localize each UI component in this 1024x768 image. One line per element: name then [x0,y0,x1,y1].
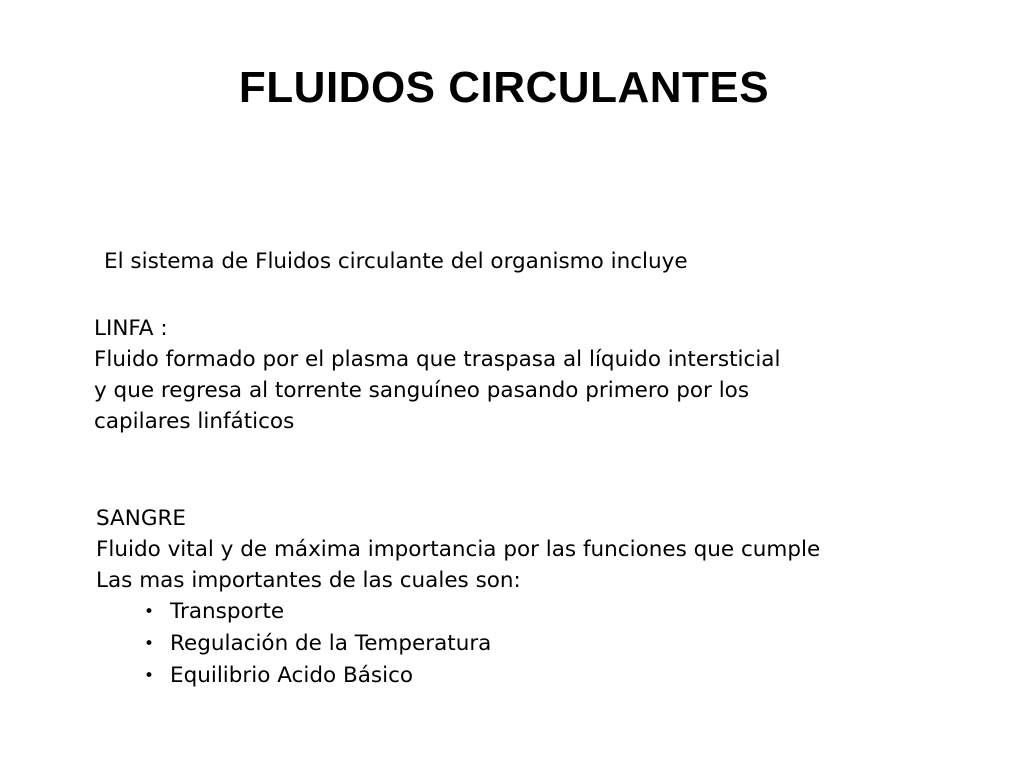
sangre-line: Fluido vital y de máxima importancia por las funciones que cumple [96,537,821,562]
bullet-text: Regulación de la Temperatura [170,631,492,656]
bullet-item [144,596,820,628]
intro-text: El sistema de Fluidos circulante del organismo incluye [104,249,688,274]
bullet-text: Transporte [170,599,285,624]
bullet-dot-icon: • [144,666,155,686]
linfa-heading: LINFA : [94,316,168,341]
bullet-dot-icon: • [144,602,155,622]
linfa-section [94,313,780,437]
sangre-line: Las mas importantes de las cuales son: [96,568,521,593]
slide-title: FLUIDOS CIRCULANTES [238,63,770,112]
bullet-item [144,628,820,660]
sangre-heading: SANGRE [96,506,187,531]
sangre-bullet-list [96,596,820,692]
sangre-section [96,503,820,692]
bullet-dot-icon: • [144,634,155,654]
linfa-line: y que regresa al torrente sanguíneo pasando primero por los [94,378,750,403]
linfa-line: Fluido formado por el plasma que traspasa al líquido intersticial [94,347,781,372]
bullet-item [144,660,820,692]
bullet-text: Equilibrio Acido Básico [170,663,414,688]
linfa-line: capilares linfáticos [94,409,295,434]
